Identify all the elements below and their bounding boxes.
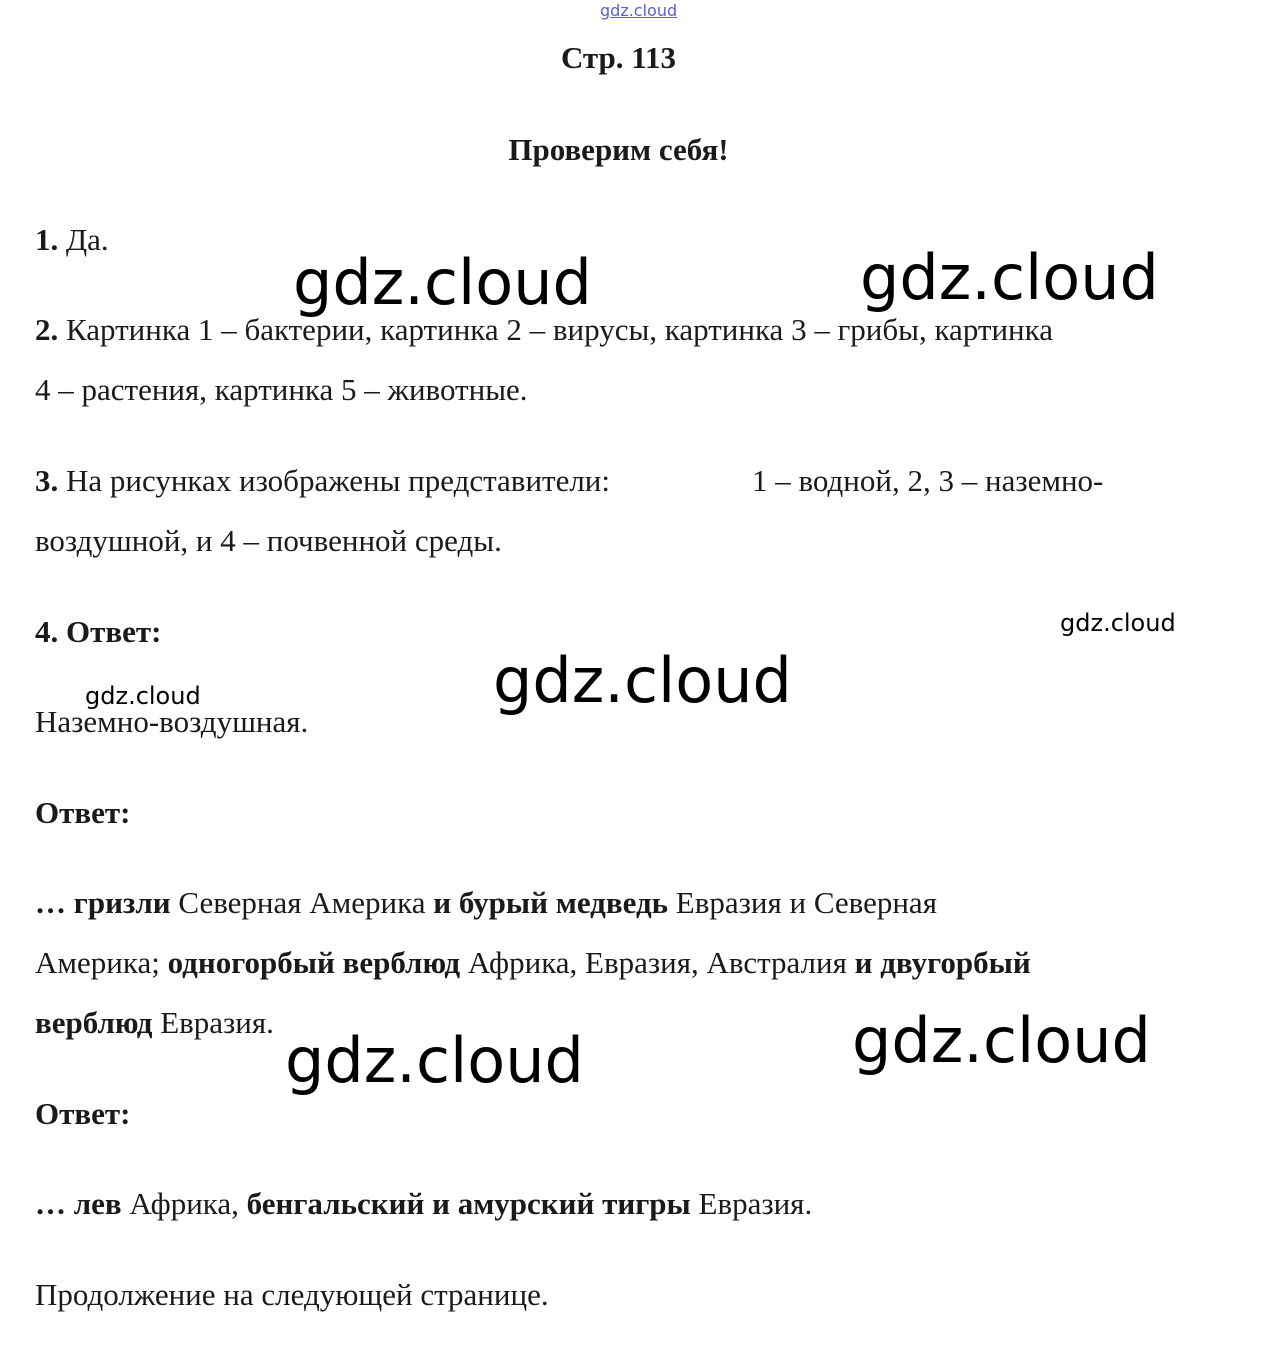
watermark: gdz.cloud	[85, 682, 201, 710]
answer-4-text: Наземно-воздушная.	[35, 704, 309, 739]
answer-6-heading: Ответ:	[35, 1096, 131, 1131]
answer-1	[35, 220, 109, 260]
answer-5-line-2: Америка; одногорбый верблюд Африка, Евразия, Австралия и двугорбый	[35, 945, 1031, 980]
answer-3-text-1a: На рисунках изображены представители:	[58, 463, 611, 498]
watermark: gdz.cloud	[293, 246, 592, 319]
watermark: gdz.cloud	[860, 241, 1159, 314]
answer-1-number: 1.	[35, 222, 59, 257]
watermark: gdz.cloud	[852, 1004, 1151, 1077]
answer-3-number: 3.	[35, 463, 59, 498]
answer-6-line: … лев Африка, бенгальский и амурский тигры Евразия.	[35, 1186, 813, 1221]
answer-3-line-1	[35, 461, 610, 501]
answer-3-line-2: воздушной, и 4 – почвенной среды.	[35, 523, 502, 558]
watermark: gdz.cloud	[285, 1024, 584, 1097]
continuation-note: Продолжение на следующей странице.	[35, 1277, 549, 1312]
watermark-top[interactable]: gdz.cloud	[600, 1, 678, 20]
watermark: gdz.cloud	[493, 644, 792, 717]
section-title: Проверим себя!	[508, 132, 729, 167]
answer-4-heading: 4. Ответ:	[35, 614, 162, 649]
answer-5-heading: Ответ:	[35, 795, 131, 830]
watermark: gdz.cloud	[1060, 609, 1176, 637]
page-title: Стр. 113	[560, 40, 677, 75]
answer-2-text-1: Картинка 1 – бактерии, картинка 2 – вирусы, картинка 3 – грибы, картинка	[58, 312, 1053, 347]
answer-1-text: Да.	[58, 222, 109, 257]
answer-5-line-3: верблюд Евразия.	[35, 1005, 274, 1040]
answer-3-line-1b: 1 – водной, 2, 3 – наземно-	[752, 463, 1104, 498]
answer-2-line-2: 4 – растения, картинка 5 – животные.	[35, 372, 528, 407]
answer-2-number: 2.	[35, 312, 59, 347]
answer-5-line-1: … гризли Северная Америка и бурый медведь Евразия и Северная	[35, 885, 937, 920]
